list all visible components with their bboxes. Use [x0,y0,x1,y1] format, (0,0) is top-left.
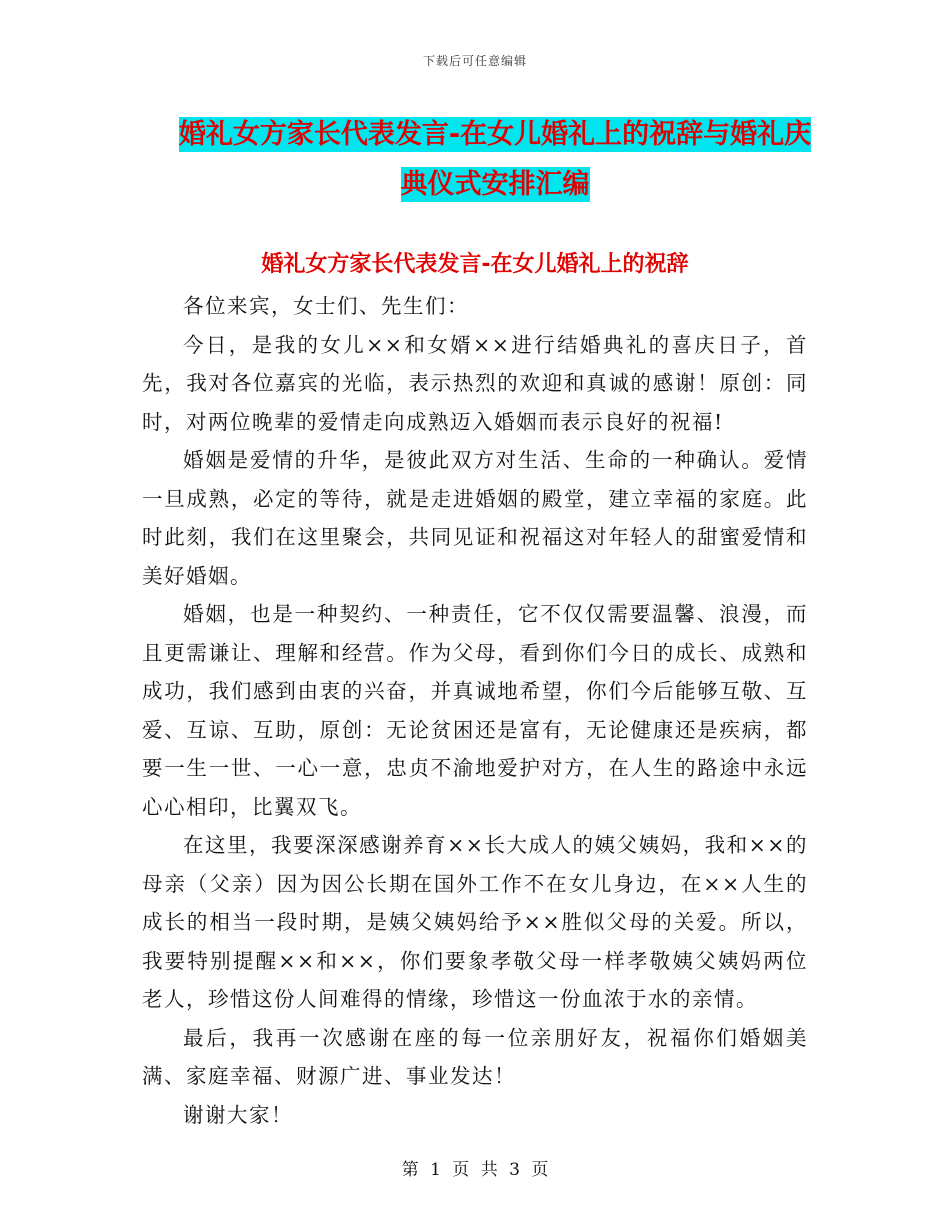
paragraph-closing: 谢谢大家！ [183,1102,293,1127]
speech-body [142,287,808,1134]
document-title-line-2: 典仪式安排汇编 [400,169,590,200]
section-title: 婚礼女方家长代表发言-在女儿婚礼上的祝辞 [261,252,689,277]
document-title-line-1: 婚礼女方家长代表发言-在女儿婚礼上的祝辞与婚礼庆 [178,119,812,150]
paragraph-5: 最后，我再一次感谢在座的每一位亲朋好友，祝福你们婚姻美满、家庭幸福、财源广进、事业发达！ [142,1025,808,1088]
page-number: 第 1 页 共 3 页 [401,1160,549,1180]
paragraph-4: 在这里，我要深深感谢养育××长大成人的姨父姨妈，我和××的母亲（父亲）因为因公长期在国外工作不在女儿身边，在××人生的成长的相当一段时期，是姨父姨妈给予××胜似父母的关爱。所以，我要特别提醒××和××，你们要象孝敬父母一样孝敬姨父姨妈两位老人，珍惜这份人间难得的情缘，珍惜这一份血浓于水的亲情。 [142,833,808,1011]
paragraph-2: 婚姻是爱情的升华，是彼此双方对生活、生命的一种确认。爱情一旦成熟，必定的等待，就是走进婚姻的殿堂，建立幸福的家庭。此时此刻，我们在这里聚会，共同见证和祝福这对年轻人的甜蜜爱情和美好婚姻。 [142,448,808,588]
page-header-note: 下载后可任意编辑 [422,54,527,68]
paragraph-1: 今日，是我的女儿××和女婿××进行结婚典礼的喜庆日子，首先，我对各位嘉宾的光临，表示热烈的欢迎和真诚的感谢！原创：同时，对两位晚辈的爱情走向成熟迈入婚姻而表示良好的祝福! [142,332,808,434]
paragraph-3: 婚姻，也是一种契约、一种责任，它不仅仅需要温馨、浪漫，而且更需谦让、理解和经营。作为父母，看到你们今日的成长、成熟和成功，我们感到由衷的兴奋，并真诚地希望，你们今后能够互敬、互爱、互谅、互助，原创：无论贫困还是富有，无论健康还是疾病，都要一生一世、一心一意，忠贞不渝地爱护对方，在人生的路途中永远心心相印，比翼双飞。 [142,602,808,819]
paragraph-greeting: 各位来宾，女士们、先生们： [183,294,469,318]
document-title [140,110,850,210]
